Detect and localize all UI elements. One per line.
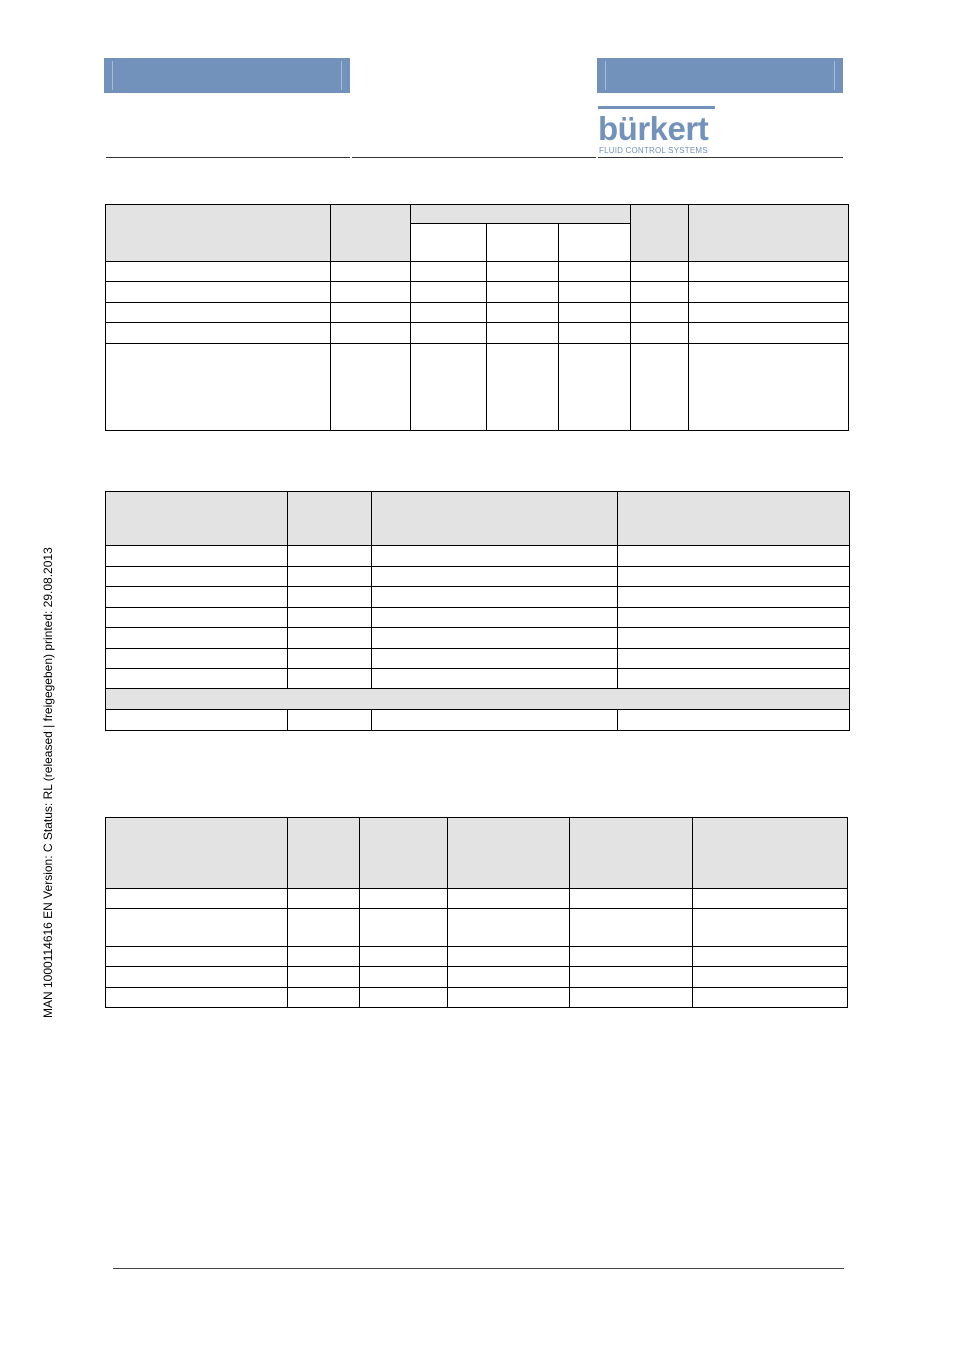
logo-accent-bar <box>598 106 715 109</box>
table-row <box>106 282 849 303</box>
header-band-right <box>597 58 843 93</box>
table-row <box>106 323 849 344</box>
header-rule-2 <box>352 157 596 158</box>
table-row <box>106 947 848 967</box>
table-3 <box>105 817 848 1008</box>
header-rule-3 <box>598 157 843 158</box>
table-section-row <box>106 689 850 710</box>
table-row <box>106 546 850 567</box>
table-row <box>106 889 848 909</box>
burkert-logo <box>598 106 718 156</box>
logo-tagline: FLUID CONTROL SYSTEMS <box>599 146 708 155</box>
table-row <box>106 567 850 587</box>
table-row <box>106 492 850 546</box>
table-row <box>106 967 848 988</box>
table-row <box>106 818 848 889</box>
header-rule-1 <box>106 157 350 158</box>
table-row <box>106 205 849 224</box>
table-1 <box>105 204 849 431</box>
table-row <box>106 344 849 431</box>
table-row <box>106 262 849 282</box>
table-row <box>106 649 850 669</box>
document-status-note: MAN 1000114616 EN Version: C Status: RL (released | freigegeben) printed: 29.08.2013 <box>41 547 55 1018</box>
table-row <box>106 608 850 628</box>
header-band-left <box>104 58 350 93</box>
table-row <box>106 628 850 649</box>
table-row <box>106 909 848 947</box>
table-row <box>106 988 848 1008</box>
table-2 <box>105 491 850 731</box>
table-row <box>106 303 849 323</box>
footer-rule <box>113 1268 844 1269</box>
table-row <box>106 710 850 731</box>
table-row <box>106 669 850 689</box>
logo-wordmark: bürkert <box>598 110 709 147</box>
table-row <box>106 587 850 608</box>
